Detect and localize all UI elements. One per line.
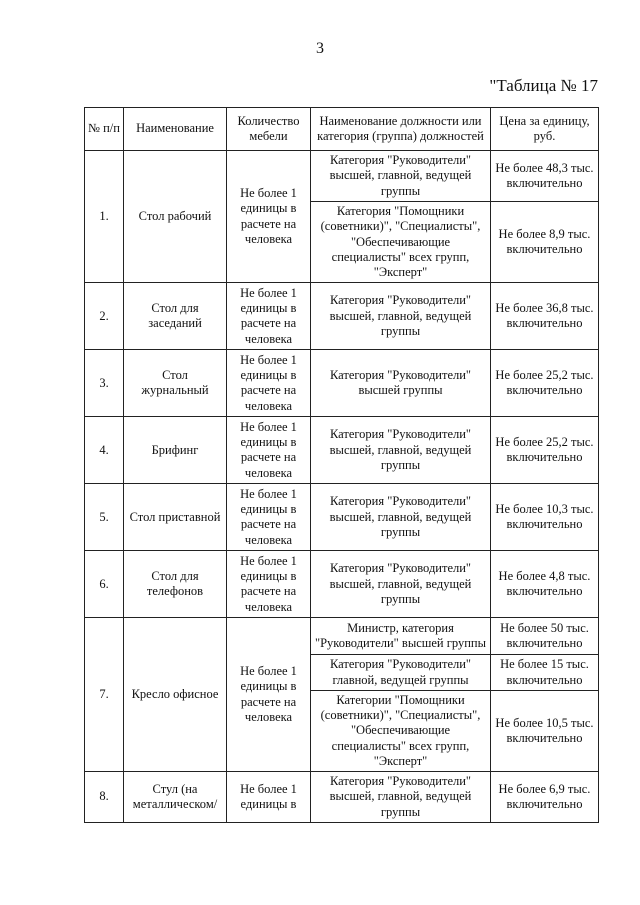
price-limit: Не более 25,2 тыс. включительно bbox=[491, 350, 599, 417]
item-name: Стул (на металлическом/ bbox=[124, 772, 227, 823]
price-limit: Не более 10,3 тыс. включительно bbox=[491, 484, 599, 551]
position-category: Категория "Помощники (советники)", "Специалисты", "Обеспечивающие специалисты" всех групп, "Эксперт" bbox=[311, 202, 491, 283]
price-limit: Не более 15 тыс. включительно bbox=[491, 655, 599, 691]
item-name: Стол приставной bbox=[124, 484, 227, 551]
table-row bbox=[85, 417, 599, 484]
header-price: Цена за единицу, руб. bbox=[491, 108, 599, 151]
position-category: Категория "Руководители" высшей, главной, ведущей группы bbox=[311, 151, 491, 202]
price-limit: Не более 50 тыс. включительно bbox=[491, 618, 599, 655]
position-category: Категория "Руководители" высшей, главной, ведущей группы bbox=[311, 417, 491, 484]
item-quantity: Не более 1 единицы в расчете на человека bbox=[227, 618, 311, 772]
item-quantity: Не более 1 единицы в расчете на человека bbox=[227, 484, 311, 551]
position-category: Категория "Руководители" высшей группы bbox=[311, 350, 491, 417]
row-number: 6. bbox=[85, 551, 124, 618]
table-row bbox=[85, 772, 599, 823]
price-limit: Не более 36,8 тыс. включительно bbox=[491, 283, 599, 350]
item-quantity: Не более 1 единицы в расчете на человека bbox=[227, 417, 311, 484]
table-row bbox=[85, 484, 599, 551]
header-num: № п/п bbox=[85, 108, 124, 151]
item-name: Стол для заседаний bbox=[124, 283, 227, 350]
table-caption: "Таблица № 17 bbox=[489, 76, 598, 95]
item-name: Стол рабочий bbox=[124, 151, 227, 283]
row-number: 5. bbox=[85, 484, 124, 551]
row-number: 1. bbox=[85, 151, 124, 283]
item-name: Брифинг bbox=[124, 417, 227, 484]
table-header-row bbox=[85, 108, 599, 151]
row-number: 3. bbox=[85, 350, 124, 417]
position-category: Категория "Руководители" высшей, главной, ведущей группы bbox=[311, 283, 491, 350]
page-number: 3 bbox=[316, 40, 324, 57]
item-name: Стол для телефонов bbox=[124, 551, 227, 618]
row-number: 4. bbox=[85, 417, 124, 484]
item-quantity: Не более 1 единицы в bbox=[227, 772, 311, 823]
item-quantity: Не более 1 единицы в расчете на человека bbox=[227, 283, 311, 350]
item-name: Стол журнальный bbox=[124, 350, 227, 417]
position-category: Категория "Руководители" высшей, главной, ведущей группы bbox=[311, 551, 491, 618]
item-name: Кресло офисное bbox=[124, 618, 227, 772]
price-limit: Не более 6,9 тыс. включительно bbox=[491, 772, 599, 823]
position-category: Категории "Помощники (советники)", "Специалисты", "Обеспечивающие специалисты" всех групп, "Эксперт" bbox=[311, 690, 491, 771]
header-position: Наименование должности или категория (группа) должностей bbox=[311, 108, 491, 151]
price-limit: Не более 10,5 тыс. включительно bbox=[491, 690, 599, 771]
position-category: Категория "Руководители" высшей, главной, ведущей группы bbox=[311, 484, 491, 551]
item-quantity: Не более 1 единицы в расчете на человека bbox=[227, 151, 311, 283]
furniture-price-table bbox=[84, 107, 599, 823]
price-limit: Не более 48,3 тыс. включительно bbox=[491, 151, 599, 202]
row-number: 7. bbox=[85, 618, 124, 772]
item-quantity: Не более 1 единицы в расчете на человека bbox=[227, 350, 311, 417]
price-limit: Не более 25,2 тыс. включительно bbox=[491, 417, 599, 484]
price-limit: Не более 8,9 тыс. включительно bbox=[491, 202, 599, 283]
row-number: 8. bbox=[85, 772, 124, 823]
table-row bbox=[85, 618, 599, 655]
table-row bbox=[85, 283, 599, 350]
item-quantity: Не более 1 единицы в расчете на человека bbox=[227, 551, 311, 618]
position-category: Категория "Руководители" главной, ведущей группы bbox=[311, 655, 491, 691]
price-limit: Не более 4,8 тыс. включительно bbox=[491, 551, 599, 618]
header-quantity: Количество мебели bbox=[227, 108, 311, 151]
row-number: 2. bbox=[85, 283, 124, 350]
position-category: Категория "Руководители" высшей, главной, ведущей группы bbox=[311, 772, 491, 823]
table-row bbox=[85, 151, 599, 202]
table-row bbox=[85, 350, 599, 417]
header-name: Наименование bbox=[124, 108, 227, 151]
position-category: Министр, категория "Руководители" высшей группы bbox=[311, 618, 491, 655]
table-row bbox=[85, 551, 599, 618]
